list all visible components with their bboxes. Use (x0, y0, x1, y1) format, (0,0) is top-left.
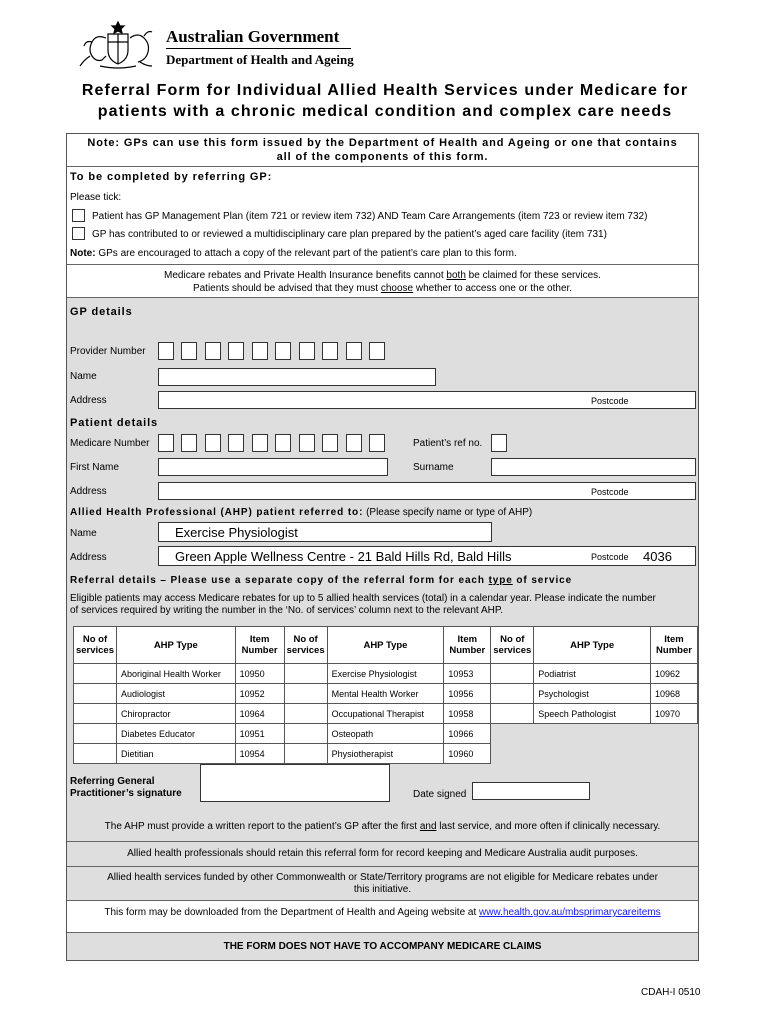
ahp-type-cell: Audiologist (116, 684, 235, 704)
table-row (74, 744, 698, 764)
item-number-cell: 10968 (650, 684, 697, 704)
item-number-cell: 10960 (444, 744, 491, 764)
table-row (74, 684, 698, 704)
table-row (74, 724, 698, 744)
ahp-heading: Allied Health Professional (AHP) patient referred to: (Please specify name or type of AHP) (70, 507, 533, 518)
ahp-address-label: Address (70, 552, 107, 563)
form-title-line2: patients with a chronic medical condition and complex care needs (97, 103, 673, 120)
header-item-number: Item Number (235, 627, 284, 664)
provider-digit[interactable] (252, 342, 268, 360)
form-code: CDAH-I 0510 (641, 987, 701, 998)
rebate-line1: Medicare rebates and Private Health Insurance benefits cannot both be claimed for these services. (164, 270, 601, 281)
item-number-cell: 10958 (444, 704, 491, 724)
ahp-type-cell: Speech Pathologist (534, 704, 651, 724)
gp-details-heading: GP details (70, 306, 133, 318)
medicare-digit[interactable] (299, 434, 315, 452)
gp-note-section (67, 134, 698, 167)
ahp-address-field[interactable] (158, 546, 696, 566)
ahp-name-label: Name (70, 528, 97, 539)
gp-management-plan-checkbox[interactable] (72, 209, 85, 222)
gp-note-line2: all of the components of this form. (276, 151, 489, 163)
multidisciplinary-plan-label: GP has contributed to or reviewed a multidisciplinary care plan prepared by the patient’s aged care facility (item 731) (92, 229, 607, 240)
header-no-services: No of services (491, 627, 534, 664)
patient-address-label: Address (70, 486, 107, 497)
ahp-type-cell (534, 744, 651, 764)
header-ahp-type: AHP Type (116, 627, 235, 664)
no-of-services-cell (491, 724, 534, 744)
department-name: Department of Health and Ageing (166, 52, 354, 67)
signature-field[interactable] (200, 764, 390, 802)
multidisciplinary-plan-checkbox[interactable] (72, 227, 85, 240)
medicare-digit[interactable] (346, 434, 362, 452)
attach-care-plan-note (70, 248, 517, 259)
ahp-type-cell: Osteopath (327, 724, 444, 744)
item-number-cell: 10953 (444, 664, 491, 684)
item-number-cell (650, 744, 697, 764)
ahp-type-cell: Dietitian (116, 744, 235, 764)
provider-digit[interactable] (228, 342, 244, 360)
ahp-type-cell: Diabetes Educator (116, 724, 235, 744)
gp-name-label: Name (70, 371, 97, 382)
gp-address-label: Address (70, 395, 107, 406)
no-of-services-cell[interactable] (284, 704, 327, 724)
provider-digit[interactable] (369, 342, 385, 360)
services-table-header (74, 627, 698, 664)
item-number-cell: 10952 (235, 684, 284, 704)
coat-of-arms-logo (78, 20, 158, 70)
ahp-type-cell: Occupational Therapist (327, 704, 444, 724)
ahp-postcode-value: 4036 (643, 549, 672, 564)
gp-name-field[interactable] (158, 368, 436, 386)
ahp-type-cell: Chiropractor (116, 704, 235, 724)
provider-digit[interactable] (346, 342, 362, 360)
medicare-digit[interactable] (181, 434, 197, 452)
item-number-cell: 10966 (444, 724, 491, 744)
gp-management-plan-label: Patient has GP Management Plan (item 721 or review item 732) AND Team Care Arrangements (item 723 or review item 732) (92, 211, 648, 222)
no-of-services-cell[interactable] (74, 664, 117, 684)
ahp-type-cell: Aboriginal Health Worker (116, 664, 235, 684)
date-signed-field[interactable] (472, 782, 590, 800)
first-name-field[interactable] (158, 458, 388, 476)
ahp-name-field[interactable] (158, 522, 492, 542)
ahp-type-cell (534, 724, 651, 744)
item-number-cell: 10951 (235, 724, 284, 744)
header-no-services: No of services (74, 627, 117, 664)
ahp-address-value: Green Apple Wellness Centre - 21 Bald Hills Rd, Bald Hills (175, 549, 512, 564)
item-number-cell: 10954 (235, 744, 284, 764)
medicare-number-label: Medicare Number (70, 438, 150, 449)
ahp-report-note: The AHP must provide a written report to the patient’s GP after the first and last service, and more often if clinically necessary. (67, 812, 698, 842)
no-of-services-cell[interactable] (284, 664, 327, 684)
patient-ref-field[interactable] (491, 434, 507, 452)
header-ahp-type: AHP Type (534, 627, 651, 664)
gp-completion-section (67, 167, 698, 265)
ahp-postcode-label: Postcode (591, 552, 629, 562)
gp-note-line1: Note: GPs can use this form issued by the Department of Health and Ageing or one that contains (87, 137, 678, 149)
ahp-type-cell: Podiatrist (534, 664, 651, 684)
first-name-label: First Name (70, 462, 119, 473)
item-number-cell: 10956 (444, 684, 491, 704)
no-of-services-cell[interactable] (284, 684, 327, 704)
referral-details-heading: Referral details – Please use a separate copy of the referral form for each type of service (70, 575, 573, 586)
other-programs-note: Allied health services funded by other Commonwealth or State/Territory programs are not eligible for Medicare rebates under this initiative. (67, 867, 698, 901)
gp-completion-heading: To be completed by referring GP: (70, 171, 273, 183)
patient-ref-label: Patient’s ref no. (413, 438, 483, 449)
no-of-services-cell (491, 744, 534, 764)
ahp-type-cell: Mental Health Worker (327, 684, 444, 704)
medicare-digit[interactable] (275, 434, 291, 452)
header-item-number: Item Number (650, 627, 697, 664)
provider-digit[interactable] (158, 342, 174, 360)
ahp-type-cell: Exercise Physiologist (327, 664, 444, 684)
ahp-type-cell: Psychologist (534, 684, 651, 704)
provider-digit[interactable] (299, 342, 315, 360)
provider-number-label: Provider Number (70, 346, 146, 357)
item-number-cell: 10970 (650, 704, 697, 724)
item-number-cell: 10962 (650, 664, 697, 684)
medicare-digit[interactable] (205, 434, 221, 452)
no-of-services-cell[interactable] (284, 744, 327, 764)
ahp-type-cell: Physiotherapist (327, 744, 444, 764)
patient-details-heading: Patient details (70, 417, 159, 429)
medicare-digit[interactable] (228, 434, 244, 452)
government-name: Australian Government (166, 27, 340, 46)
note-text: GPs are encouraged to attach a copy of the relevant part of the patient’s care plan to this form. (95, 248, 517, 259)
header-divider (166, 48, 351, 49)
item-number-cell (650, 724, 697, 744)
no-of-services-cell[interactable] (74, 744, 117, 764)
item-number-cell: 10950 (235, 664, 284, 684)
retain-form-note: Allied health professionals should retain this referral form for record keeping and Medicare Australia audit purposes. (67, 842, 698, 867)
header-item-number: Item Number (444, 627, 491, 664)
please-tick-label: Please tick: (70, 192, 122, 203)
no-of-services-cell[interactable] (491, 704, 534, 724)
no-of-services-cell[interactable] (491, 684, 534, 704)
rebate-line2: Patients should be advised that they must choose whether to access one or the other. (192, 283, 573, 294)
gp-postcode-label: Postcode (591, 396, 629, 406)
no-of-services-cell[interactable] (74, 704, 117, 724)
claims-note: THE FORM DOES NOT HAVE TO ACCOMPANY MEDICARE CLAIMS (67, 933, 698, 960)
no-of-services-cell[interactable] (74, 724, 117, 744)
form-title-line1: Referral Form for Individual Allied Health Services under Medicare for (81, 82, 689, 99)
no-of-services-cell[interactable] (74, 684, 117, 704)
referral-text-line1: Eligible patients may access Medicare rebates for up to 5 allied health services (total) in a calendar year. Please indicate the number (70, 593, 656, 604)
patient-postcode-label: Postcode (591, 487, 629, 497)
ahp-name-value: Exercise Physiologist (175, 525, 298, 540)
header-ahp-type: AHP Type (327, 627, 444, 664)
note-label: Note: (70, 248, 96, 259)
services-table (73, 626, 698, 764)
table-row (74, 704, 698, 724)
header-no-services: No of services (284, 627, 327, 664)
provider-digit[interactable] (181, 342, 197, 360)
medicare-digit[interactable] (158, 434, 174, 452)
download-note: This form may be downloaded from the Department of Health and Ageing website at www.health.gov.au/mbsprimarycareitems (67, 901, 698, 933)
no-of-services-cell[interactable] (284, 724, 327, 744)
provider-digit[interactable] (322, 342, 338, 360)
surname-label: Surname (413, 462, 454, 473)
provider-digit[interactable] (275, 342, 291, 360)
medicare-digit[interactable] (369, 434, 385, 452)
medicare-digit[interactable] (322, 434, 338, 452)
surname-field[interactable] (491, 458, 696, 476)
provider-digit[interactable] (205, 342, 221, 360)
no-of-services-cell[interactable] (491, 664, 534, 684)
date-signed-label: Date signed (413, 789, 467, 800)
rebate-notice (67, 265, 698, 298)
referral-text-line2: of services required by writing the number in the ‘No. of services’ column next to the relevant AHP. (70, 605, 503, 616)
download-link[interactable]: www.health.gov.au/mbsprimarycareitems (479, 907, 661, 918)
medicare-digit[interactable] (252, 434, 268, 452)
item-number-cell: 10964 (235, 704, 284, 724)
signature-label-line2: Practitioner’s signature (70, 788, 182, 799)
signature-label-line1: Referring General (70, 776, 155, 787)
table-row (74, 664, 698, 684)
